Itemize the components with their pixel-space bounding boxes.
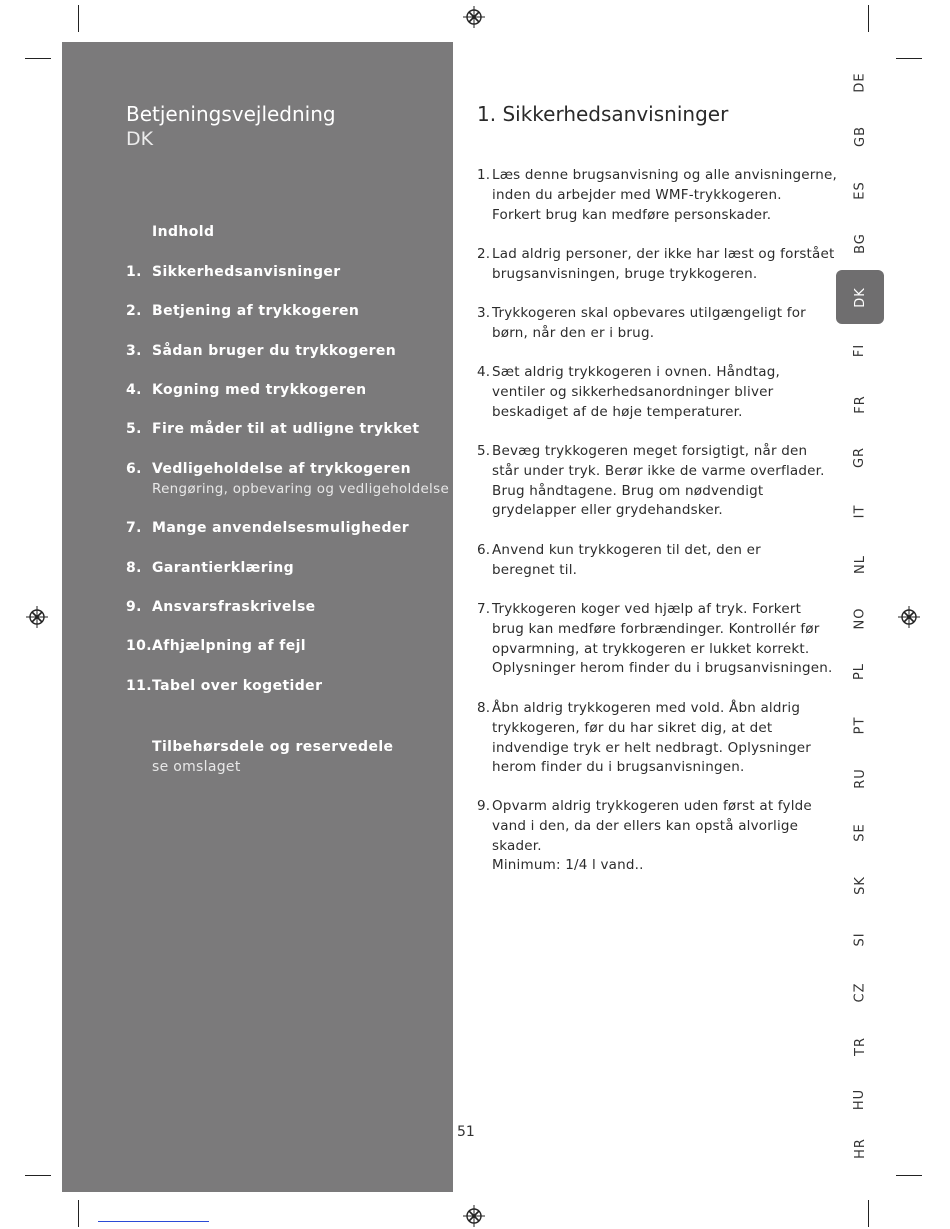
crop-mark [896,58,922,59]
tab-language-gb[interactable] [836,109,884,163]
crop-mark [25,58,51,59]
tab-label: PT [852,716,868,734]
tab-label: IT [852,504,868,518]
registration-mark-icon [26,606,48,628]
toc-item-number: 11. [126,678,153,694]
list-item-line: Opvarm aldrig trykkogeren uden først at fylde [492,798,812,814]
list-item-number: 4. [477,364,491,380]
tab-language-ru[interactable] [836,751,884,805]
list-item-number: 2. [477,246,491,262]
tab-label: ES [852,180,868,200]
list-item-line: børn, når den er i brug. [492,324,655,341]
registration-mark-icon [898,606,920,628]
list-item-line: beskadiget af de høje temperaturer. [492,403,743,420]
tab-language-dk[interactable] [836,270,884,324]
tab-language-pt[interactable] [836,698,884,752]
toc-item-number: 9. [126,599,142,615]
toc-item-number: 8. [126,560,142,576]
tab-label: GR [852,446,868,468]
list-item-line: brug kan medføre forbrændinger. Kontrollér før [492,620,820,637]
crop-mark [868,1200,869,1227]
toc-item-number: 5. [126,421,142,437]
manual-title: Betjeningsvejledning [126,102,336,126]
footer-divider [98,1221,209,1222]
list-item-line: ventiler og sikkerhedsanordninger bliver [492,383,774,400]
tab-language-it[interactable] [836,484,884,538]
tab-language-hr[interactable] [836,1121,884,1175]
list-item-line: Trykkogeren skal opbevares utilgængeligt for [492,305,806,321]
toc-item-label: Sådan bruger du trykkogeren [152,343,397,359]
tab-language-bg[interactable] [836,216,884,270]
toc-item-label: Tabel over kogetider [152,678,323,694]
list-item-number: 6. [477,542,491,558]
toc-item-number: 7. [126,520,142,536]
crop-mark [78,5,79,32]
toc-item-label: Mange anvendelsesmuligheder [152,520,410,536]
accessories-note: se omslaget [152,759,241,775]
tab-language-gr[interactable] [836,430,884,484]
tab-label: GB [852,125,868,147]
list-item-line: opvarmning, at trykkogeren er lukket korrekt. [492,640,810,657]
tab-language-sk[interactable] [836,858,884,912]
tab-label: HU [852,1088,868,1110]
toc-item-label: Garantierklæring [152,560,295,576]
toc-item-number: 3. [126,343,142,359]
list-item-number: 3. [477,305,491,321]
list-item-number: 7. [477,601,491,617]
accessories-heading: Tilbehørsdele og reservedele [152,739,394,755]
toc-item-label: Sikkerhedsanvisninger [152,264,341,280]
toc-item-number: 10. [126,638,153,654]
tab-label: PL [852,662,868,680]
registration-mark-icon [463,6,485,28]
toc-item-label: Afhjælpning af fejl [152,638,307,654]
tab-language-fi[interactable] [836,323,884,377]
toc-item-detail: Rengøring, opbevaring og vedligeholdelse [152,481,450,497]
section-title: 1. Sikkerhedsanvisninger [477,102,729,126]
toc-item-number: 4. [126,382,142,398]
crop-mark [868,5,869,32]
tab-language-nl[interactable] [836,537,884,591]
list-item-line: Minimum: 1/4 l vand.. [492,857,644,874]
tab-language-cz[interactable] [836,965,884,1019]
tab-label: FR [852,394,868,414]
tab-label: SE [852,822,868,842]
toc-item-label: Betjening af trykkogeren [152,303,360,319]
tab-label: DE [852,71,868,93]
list-item-line: Oplysninger herom finder du i brugsanvisningen. [492,660,833,677]
toc-item-label: Vedligeholdelse af trykkogeren [152,461,411,477]
language-code-heading: DK [126,128,154,150]
tab-label: SI [852,931,868,947]
tab-language-tr[interactable] [836,1019,884,1073]
crop-mark [896,1175,922,1176]
list-item-line: indvendige tryk er helt nedbragt. Oplysninger [492,739,812,756]
tab-label: TR [852,1036,868,1056]
list-item [477,541,761,581]
tab-label: DK [852,286,868,308]
tab-label: HR [852,1137,868,1159]
tab-label: CZ [852,982,868,1002]
list-item [477,166,837,225]
list-item-line: Bevæg trykkogeren meget forsigtigt, når den [492,443,808,459]
tab-language-si[interactable] [836,912,884,966]
toc-item-label: Fire måder til at udligne trykket [152,421,420,437]
tab-language-no[interactable] [836,591,884,645]
registration-mark-icon [463,1205,485,1227]
crop-mark [25,1175,51,1176]
tab-language-es[interactable] [836,163,884,217]
list-item-line: grydelapper eller grydehandsker. [492,502,723,519]
language-tabs [836,55,884,1175]
list-item [477,600,832,679]
list-item-line: Anvend kun trykkogeren til det, den er [492,542,761,558]
contents-panel [62,42,453,1192]
tab-label: NO [852,607,868,629]
tab-language-fr[interactable] [836,377,884,431]
tab-label: BG [852,232,868,254]
list-item-line: Læs denne brugsanvisning og alle anvisningerne, [492,167,837,183]
tab-label: FI [852,343,868,357]
tab-language-pl[interactable] [836,644,884,698]
list-item [477,304,806,344]
list-item-line: Brug håndtagene. Brug om nødvendigt [492,482,764,499]
list-item [477,797,812,876]
list-item-line: skader. [492,837,542,854]
list-item-line: Åbn aldrig trykkogeren med vold. Åbn aldrig [492,700,801,716]
list-item [477,245,835,285]
list-item-number: 8. [477,700,491,716]
list-item-line: herom finder du i brugsanvisningen. [492,759,745,776]
list-item-line: Trykkogeren koger ved hjælp af tryk. Forkert [492,601,802,617]
tab-label: SK [852,875,868,895]
list-item-line: Lad aldrig personer, der ikke har læst og forstået [492,246,835,262]
list-item-line: beregnet til. [492,561,578,578]
list-item-line: står under tryk. Berør ikke de varme overflader. [492,462,825,479]
list-item-number: 5. [477,443,491,459]
toc-item-label: Ansvarsfraskrivelse [152,599,316,615]
page-number: 51 [457,1124,475,1140]
toc-heading: Indhold [152,224,215,240]
list-item [477,699,811,778]
toc-item-label: Kogning med trykkogeren [152,382,367,398]
list-item-line: trykkogeren, før du har sikret dig, at det [492,719,773,736]
toc-item-number: 2. [126,303,142,319]
list-item-line: inden du arbejder med WMF-trykkogeren. [492,186,782,203]
tab-language-hu[interactable] [836,1072,884,1126]
list-item [477,363,780,422]
list-item [477,442,825,521]
list-item-line: vand i den, da der ellers kan opstå alvorlige [492,817,799,834]
crop-mark [78,1200,79,1227]
list-item-line: Sæt aldrig trykkogeren i ovnen. Håndtag, [492,364,780,380]
list-item-line: Forkert brug kan medføre personskader. [492,206,772,223]
list-item-number: 1. [477,167,491,183]
list-item-line: brugsanvisningen, bruge trykkogeren. [492,265,758,282]
tab-label: NL [852,554,868,574]
tab-language-de[interactable] [836,55,884,109]
toc-item-number: 1. [126,264,142,280]
tab-language-se[interactable] [836,805,884,859]
tab-label: RU [852,767,868,789]
list-item-number: 9. [477,798,491,814]
toc-item-number: 6. [126,461,142,477]
